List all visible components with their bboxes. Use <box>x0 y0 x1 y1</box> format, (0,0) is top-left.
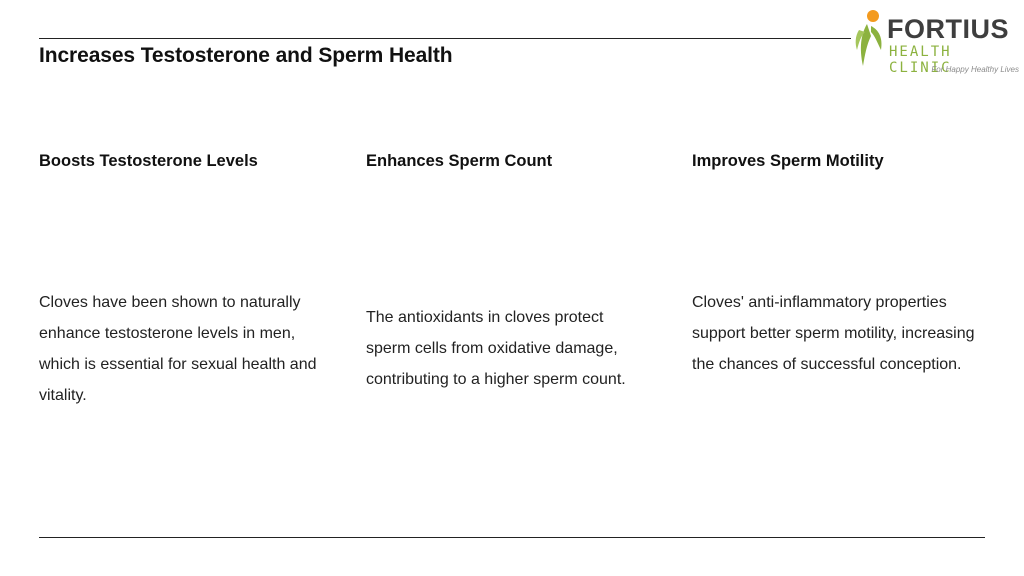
slide-title: Increases Testosterone and Sperm Health <box>39 44 453 67</box>
benefit-column-testosterone <box>39 152 329 404</box>
top-divider <box>39 38 851 39</box>
benefit-description: Cloves' anti-inflammatory properties support better sperm motility, increasing the chances of successful conception. <box>692 294 975 373</box>
fortius-logo <box>853 4 1021 80</box>
benefit-heading: Improves Sperm Motility <box>692 152 884 170</box>
logo-tagline: For Happy Healthy Lives <box>931 65 1019 74</box>
benefit-description: Cloves have been shown to naturally enhance testosterone levels in men, which is essential for sexual health and vitality. <box>39 294 317 404</box>
benefit-heading: Enhances Sperm Count <box>366 152 553 170</box>
logo-brand-name: FORTIUS <box>887 14 1009 44</box>
benefit-column-sperm-count <box>366 152 656 388</box>
benefit-heading: Boosts Testosterone Levels <box>39 152 258 170</box>
logo-subtitle: HEALTH CLINIC <box>889 44 952 76</box>
benefit-description: The antioxidants in cloves protect sperm cells from oxidative damage, contributing to a higher sperm count. <box>366 309 626 388</box>
bottom-divider <box>39 537 985 538</box>
benefit-column-sperm-motility <box>692 152 982 373</box>
